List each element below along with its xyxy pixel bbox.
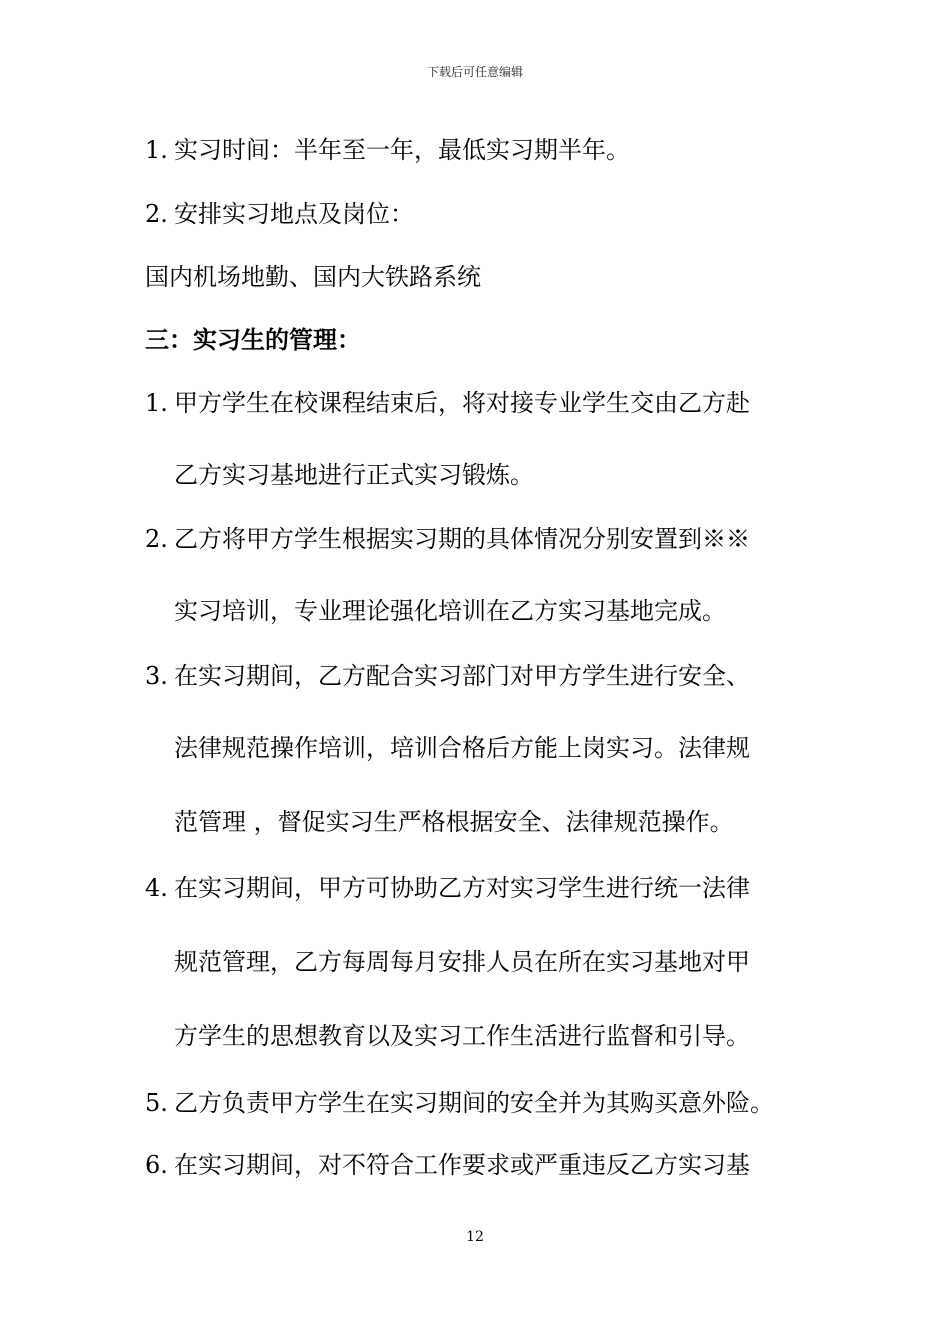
list-item (145, 872, 750, 904)
list-item (145, 387, 750, 419)
item-number: 2. (145, 200, 168, 228)
item-text: 甲方学生在校课程结束后，将对接专业学生交由乙方赴 (174, 389, 750, 417)
list-item (145, 134, 630, 166)
item-text: 在实习期间，甲方可协助乙方对实习学生进行统一法律 (174, 874, 750, 902)
item-continuation: 实习培训，专业理论强化培训在乙方实习基地完成。 (174, 597, 726, 625)
paragraph: 国内机场地勤、国内大铁路系统 (145, 263, 481, 291)
item-number: 4. (145, 874, 168, 902)
item-continuation: 乙方实习基地进行正式实习锻炼。 (174, 461, 534, 489)
list-item (145, 1149, 750, 1181)
item-number: 6. (145, 1151, 168, 1179)
list-item (145, 1087, 774, 1119)
item-number: 2. (145, 525, 168, 553)
item-number: 5. (145, 1089, 168, 1117)
page-number: 12 (466, 1229, 484, 1245)
list-item (145, 198, 414, 230)
item-continuation: 方学生的思想教育以及实习工作生活进行监督和引导。 (174, 1022, 750, 1050)
section-heading: 三：实习生的管理： (145, 325, 361, 354)
list-item (145, 660, 750, 692)
item-continuation: 法律规范操作培训，培训合格后方能上岗实习。法律规 (174, 734, 750, 762)
item-number: 1. (145, 136, 168, 164)
item-text: 乙方负责甲方学生在实习期间的安全并为其购买意外险。 (174, 1089, 774, 1117)
item-text: 乙方将甲方学生根据实习期的具体情况分别安置到※※ (174, 525, 750, 553)
item-text: 在实习期间，乙方配合实习部门对甲方学生进行安全、 (174, 662, 750, 690)
item-number: 1. (145, 389, 168, 417)
item-text: 实习时间：半年至一年，最低实习期半年。 (174, 136, 630, 164)
item-text: 安排实习地点及岗位： (174, 200, 414, 228)
item-text: 在实习期间，对不符合工作要求或严重违反乙方实习基 (174, 1151, 750, 1179)
page-header: 下载后可任意编辑 (426, 65, 523, 79)
item-continuation: 范管理 ，督促实习生严格根据安全、法律规范操作。 (174, 808, 734, 836)
item-continuation: 规范管理，乙方每周每月安排人员在所在实习基地对甲 (174, 948, 750, 976)
list-item (145, 523, 750, 555)
item-number: 3. (145, 662, 168, 690)
